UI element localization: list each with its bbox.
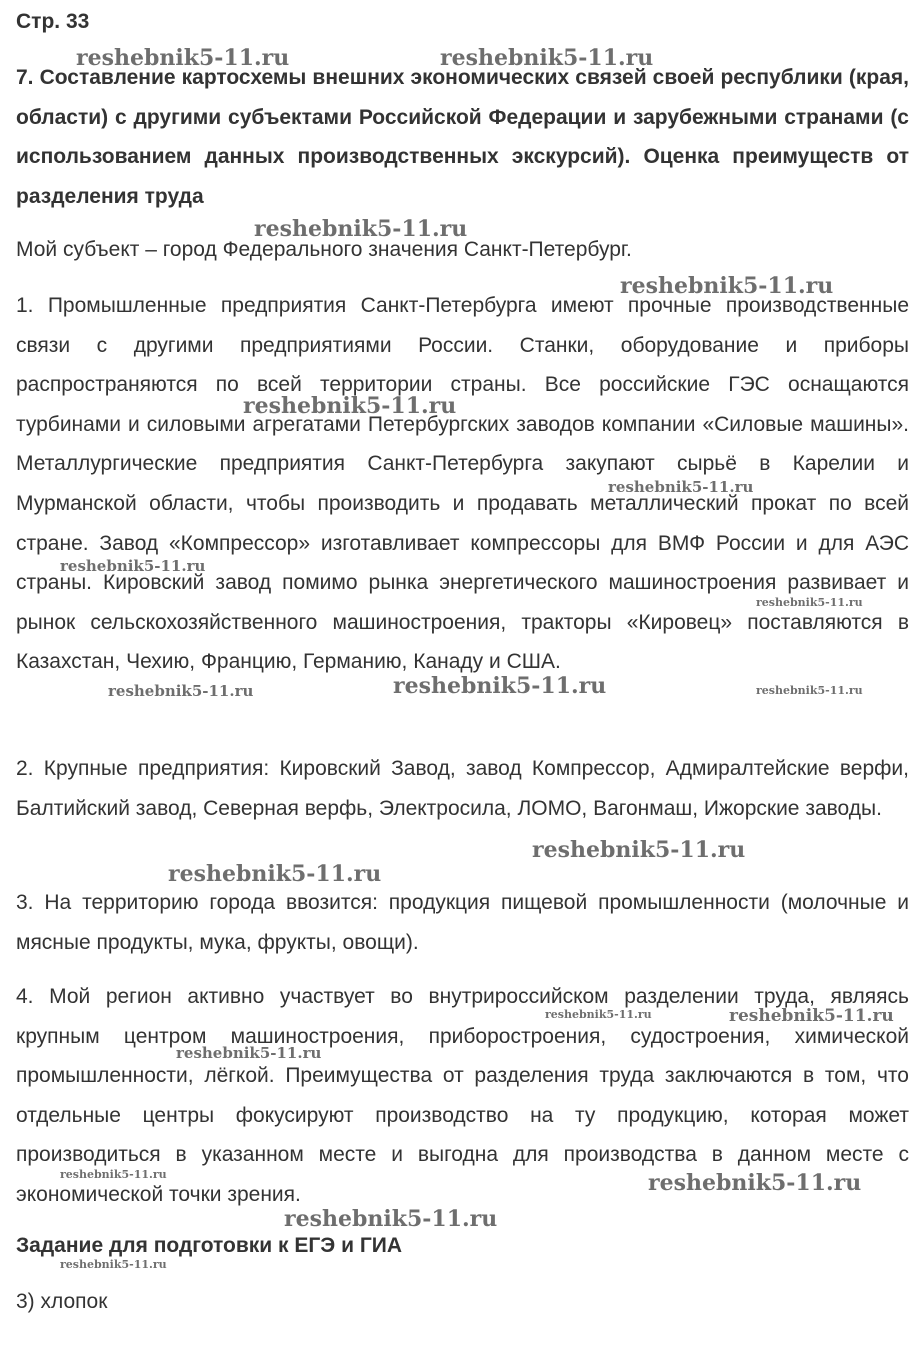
watermark: reshebnik5-11.ru bbox=[176, 1044, 322, 1062]
watermark: reshebnik5-11.ru bbox=[608, 478, 754, 496]
watermark: reshebnik5-11.ru bbox=[620, 273, 834, 299]
watermark: reshebnik5-11.ru bbox=[168, 861, 382, 887]
watermark: reshebnik5-11.ru bbox=[60, 1168, 167, 1181]
watermark: reshebnik5-11.ru bbox=[284, 1206, 498, 1232]
watermark: reshebnik5-11.ru bbox=[254, 216, 468, 242]
watermark: reshebnik5-11.ru bbox=[756, 684, 863, 697]
watermark: reshebnik5-11.ru bbox=[76, 45, 290, 71]
paragraph-1: 1. Промышленные предприятия Санкт-Петербурга имеют прочные производственные связи с другими предприятиями России. Станки, оборудование и приборы распространяются по всей территории страны. Все российские ГЭС оснащаются турбинами и силовыми агрегатами Петербургских заводов компании «Силовые машины». Металлургические предприятия Санкт-Петербурга закупают сырьё в Карелии и Мурманской области, чтобы производить и продавать металлический прокат по всей стране. Завод «Компрессор» изготавливает компрессоры для ВМФ России и для АЭС страны. Кировский завод помимо рынка энергетического машиностроения развивает и рынок сельскохозяйственного машиностроения, тракторы «Кировец» поставляются в Казахстан, Чехию, Францию, Германию, Канаду и США. bbox=[16, 294, 909, 674]
section-heading: Задание для подготовки к ЕГЭ и ГИА bbox=[16, 1234, 402, 1257]
watermark: reshebnik5-11.ru bbox=[60, 1258, 167, 1271]
watermark: reshebnik5-11.ru bbox=[648, 1170, 862, 1196]
watermark: reshebnik5-11.ru bbox=[243, 393, 457, 419]
intro-paragraph: Мой субъект – город Федерального значения Санкт-Петербург. bbox=[16, 238, 632, 261]
paragraph-2: 2. Крупные предприятия: Кировский Завод, завод Компрессор, Адмиралтейские верфи, Балтийский завод, Северная верфь, Электросила, ЛОМО, Вагонмаш, Ижорские заводы. bbox=[16, 757, 909, 820]
watermark: reshebnik5-11.ru bbox=[756, 596, 863, 609]
watermark: reshebnik5-11.ru bbox=[729, 1006, 894, 1026]
watermark: reshebnik5-11.ru bbox=[440, 45, 654, 71]
task-title: 7. Составление картосхемы внешних экономических связей своей республики (края, области) с другими субъектами Российской Федерации и зарубежными странами (с использованием данных производственных экскурсий). Оценка преимуществ от разделения труда bbox=[16, 66, 909, 208]
paragraph-3: 3. На территорию города ввозится: продукция пищевой промышленности (молочные и мясные продукты, мука, фрукты, овощи). bbox=[16, 891, 909, 954]
paragraph-4: 4. Мой регион активно участвует во внутрироссийском разделении труда, являясь крупным центром машиностроения, приборостроения, судостроения, химической промышленности, лёгкой. Преимущества от разделения труда заключаются в том, что отдельные центры фокусируют производство на ту продукцию, которая может производиться в указанном месте и выгодна для производства в данном месте с экономической точки зрения. bbox=[16, 985, 909, 1206]
answer-text: 3) хлопок bbox=[16, 1290, 108, 1313]
watermark: reshebnik5-11.ru bbox=[60, 557, 206, 575]
watermark: reshebnik5-11.ru bbox=[108, 682, 254, 700]
page-number: Стр. 33 bbox=[16, 10, 90, 33]
watermark: reshebnik5-11.ru bbox=[545, 1008, 652, 1021]
watermark: reshebnik5-11.ru bbox=[393, 673, 607, 699]
watermark: reshebnik5-11.ru bbox=[532, 837, 746, 863]
